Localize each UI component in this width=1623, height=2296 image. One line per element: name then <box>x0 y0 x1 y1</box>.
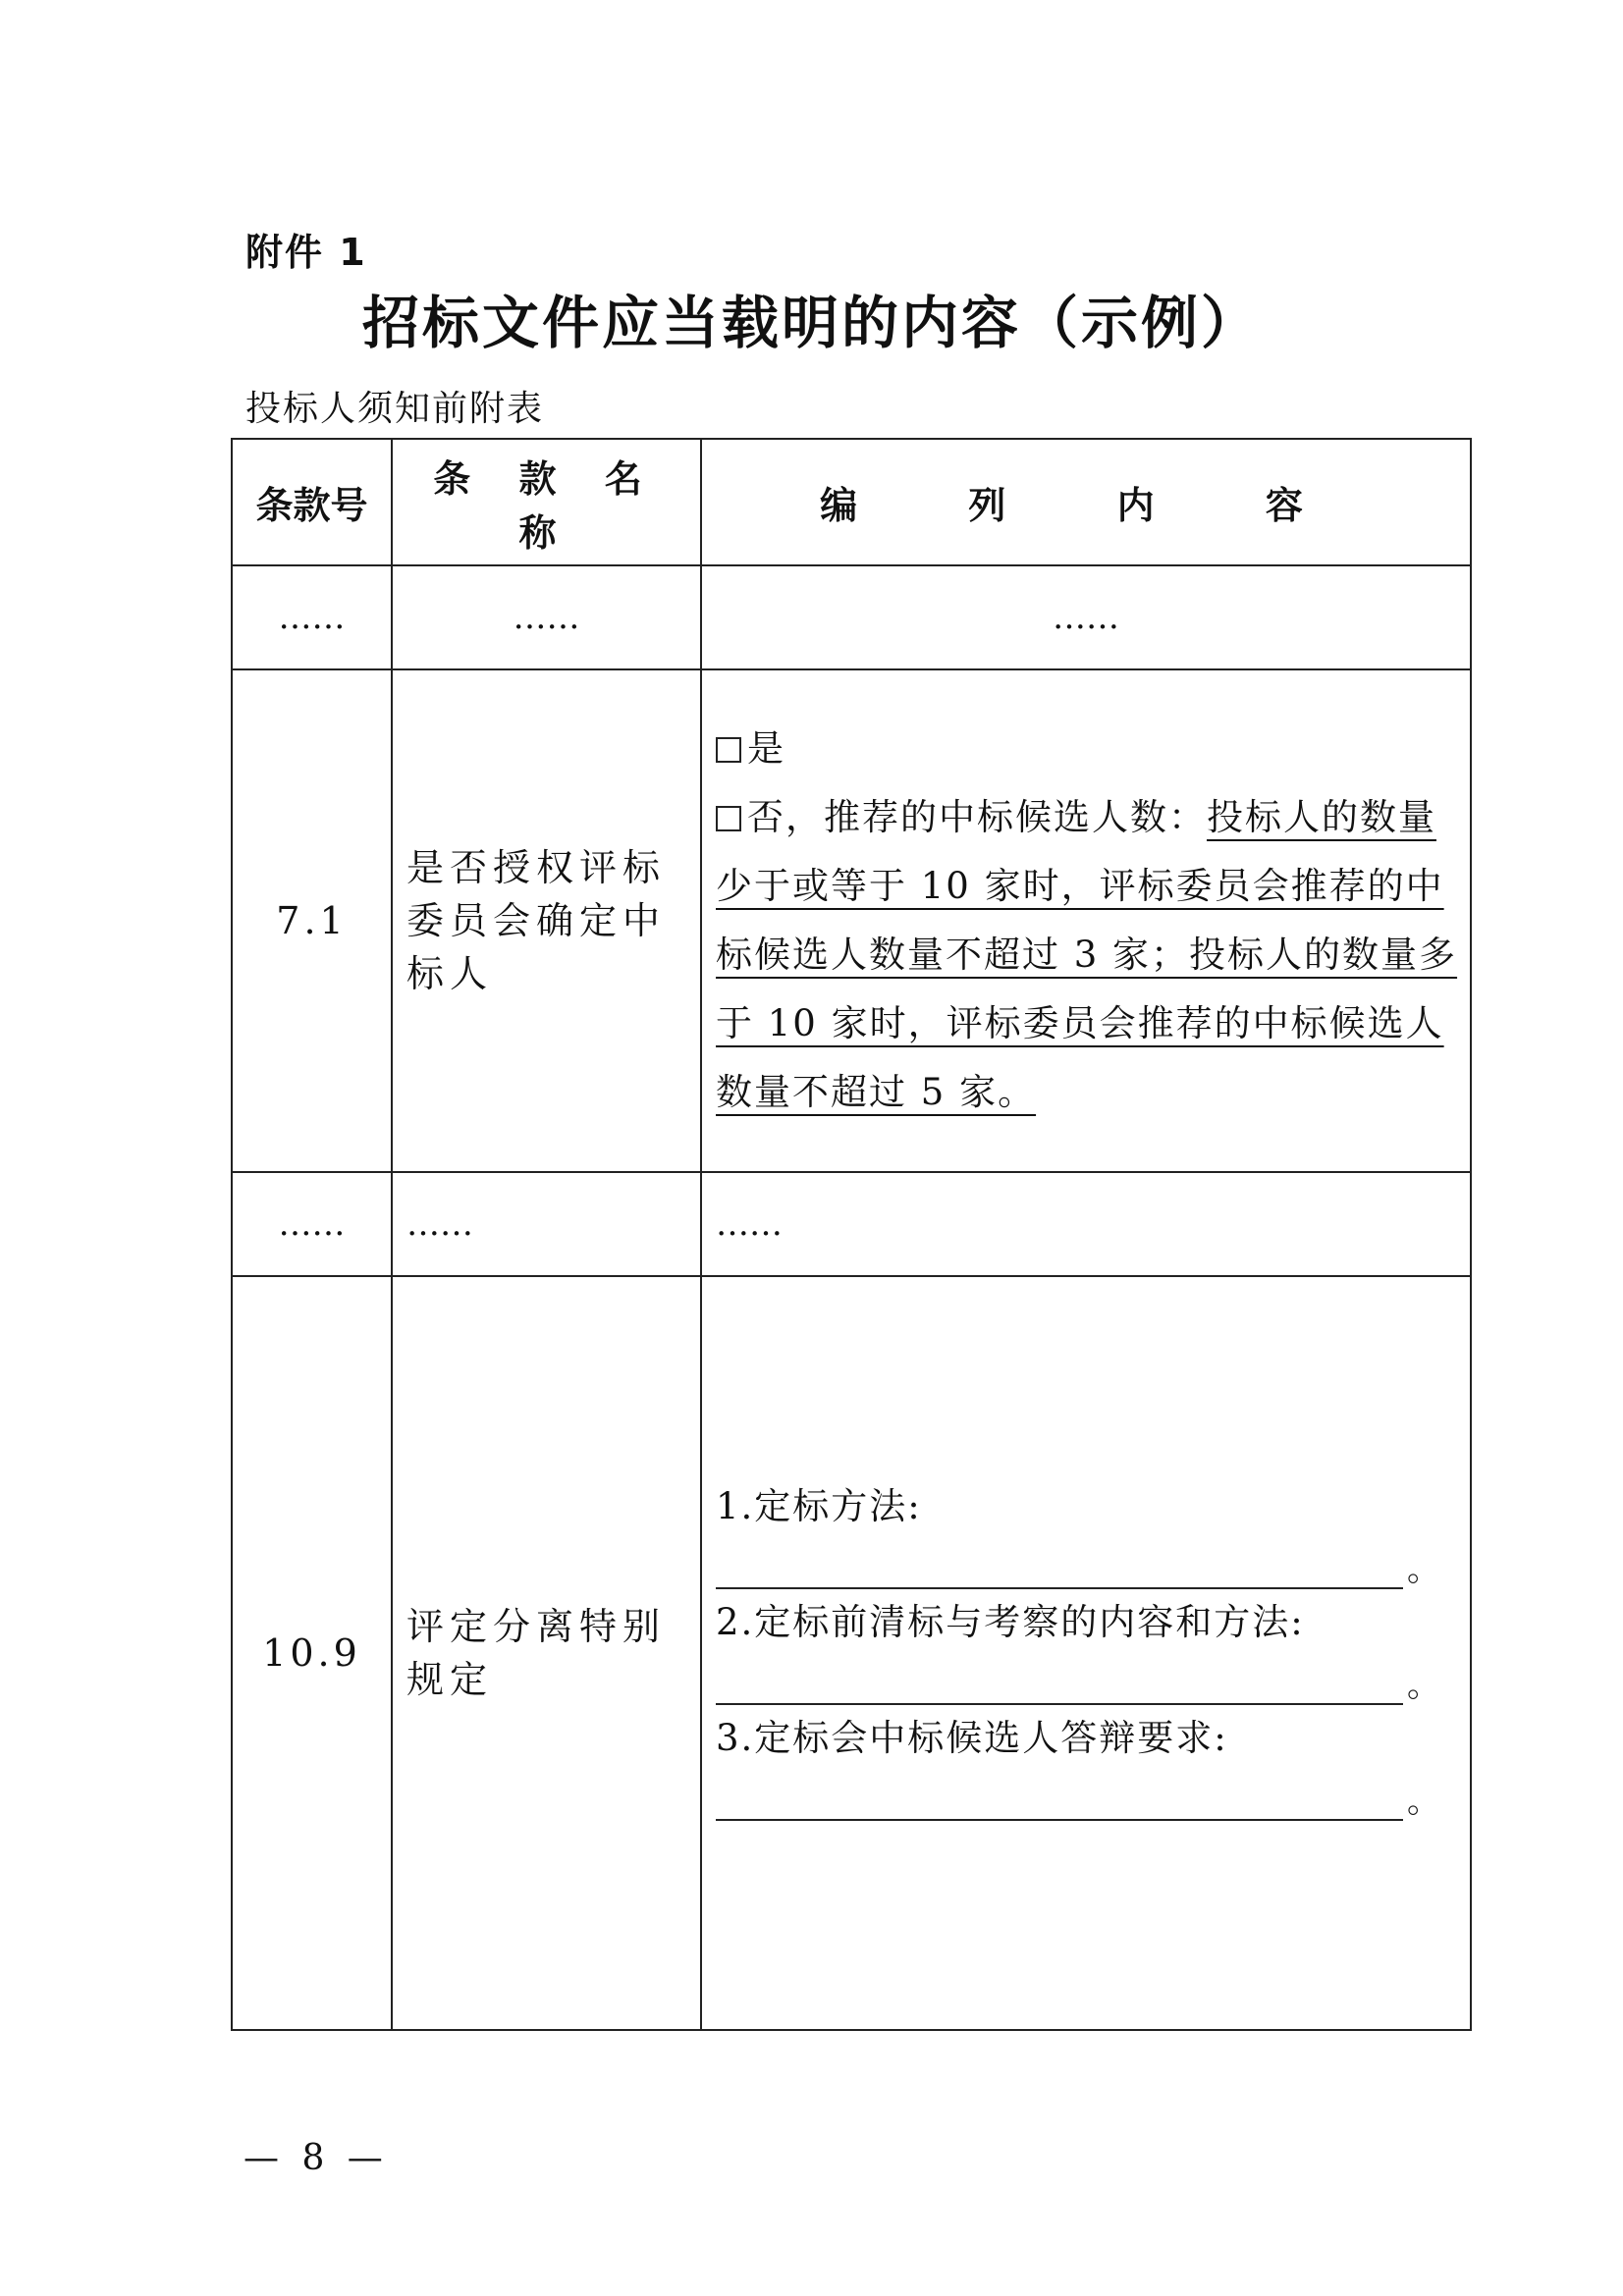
table-row-7-1 <box>232 669 1471 1172</box>
clause-content <box>701 669 1471 1172</box>
option-no-label: 否，推荐的中标候选人数： <box>747 796 1207 838</box>
page-number: — 8 — <box>243 2138 389 2178</box>
item-2-blank <box>716 1650 1458 1705</box>
option-no <box>716 783 1458 1127</box>
ellipsis-cell: …… <box>392 565 701 669</box>
header-clause-number: 条款号 <box>232 439 392 565</box>
item-3-label: 3.定标会中标候选人答辩要求: <box>716 1717 1228 1759</box>
header-content: 编 列 内 容 <box>701 439 1471 565</box>
checkbox-no[interactable] <box>716 806 741 831</box>
clause-table <box>231 438 1472 2031</box>
option-no-detail: 投标人的数量少于或等于 10 家时，评标委员会推荐的中标候选人数量不超过 3 家；投标人的数量多于 10 家时，评标委员会推荐的中标候选人数量不超过 5 家。 <box>716 796 1458 1113</box>
item-1-blank <box>716 1534 1458 1589</box>
table-row-10-9 <box>232 1276 1471 2030</box>
clause-name: 评定分离特别规定 <box>392 1276 701 2030</box>
header-clause-name: 条 款 名 称 <box>392 439 701 565</box>
item-1-label: 1.定标方法: <box>716 1485 922 1527</box>
clause-name: 是否授权评标委员会确定中标人 <box>392 669 701 1172</box>
fill-in-line[interactable] <box>716 1540 1403 1589</box>
end-mark: 。 <box>1407 1550 1442 1589</box>
ellipsis-cell: …… <box>232 565 392 669</box>
ellipsis-cell: …… <box>701 1172 1471 1276</box>
item-2-label: 2.定标前清标与考察的内容和方法: <box>716 1601 1305 1643</box>
clause-number: 10.9 <box>232 1276 392 2030</box>
fill-in-line[interactable] <box>716 1656 1403 1705</box>
table-header-row <box>232 439 1471 565</box>
table-row-ellipsis-1 <box>232 565 1471 669</box>
attachment-label: 附件 1 <box>245 231 367 274</box>
clause-number: 7.1 <box>232 669 392 1172</box>
document-title: 招标文件应当载明的内容（示例） <box>361 290 1261 356</box>
table-subtitle: 投标人须知前附表 <box>245 389 545 429</box>
clause-content <box>701 1276 1471 2030</box>
table-row-ellipsis-2 <box>232 1172 1471 1276</box>
end-mark: 。 <box>1407 1782 1442 1821</box>
ellipsis-cell: …… <box>232 1172 392 1276</box>
option-yes <box>716 715 1458 783</box>
item-3-blank <box>716 1766 1458 1821</box>
ellipsis-cell: …… <box>701 565 1471 669</box>
ellipsis-cell: …… <box>392 1172 701 1276</box>
option-yes-label: 是 <box>747 727 785 770</box>
end-mark: 。 <box>1407 1666 1442 1705</box>
fill-in-line[interactable] <box>716 1772 1403 1821</box>
checkbox-yes[interactable] <box>716 737 741 763</box>
